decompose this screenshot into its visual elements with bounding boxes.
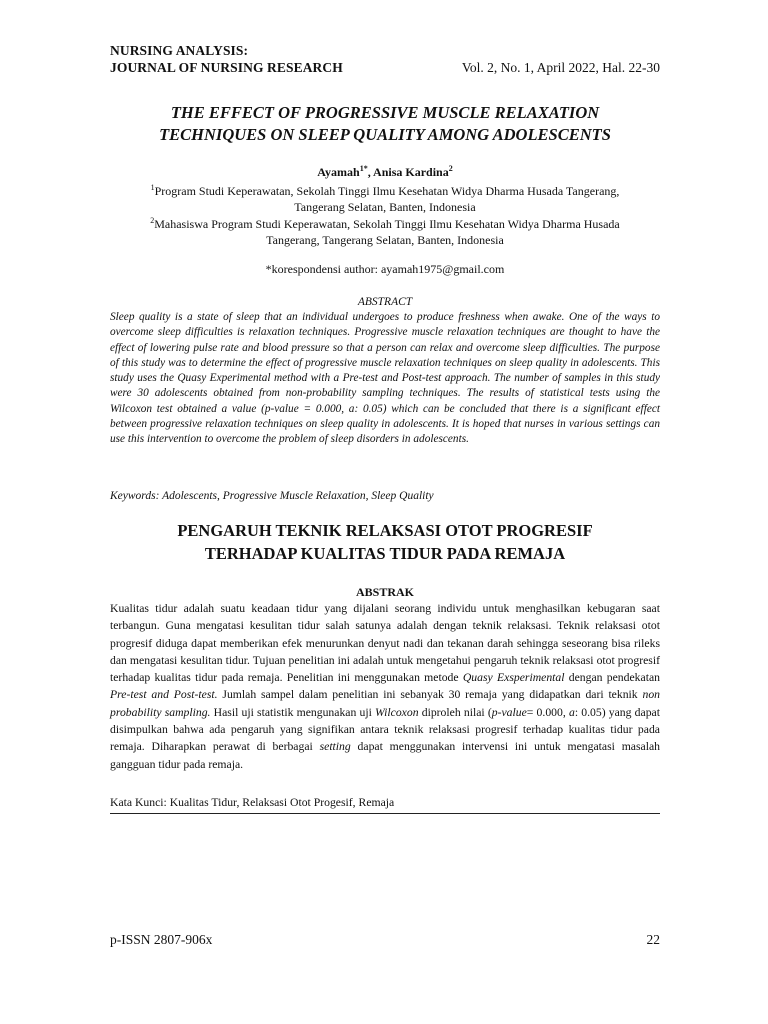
abstract-id-text: [110, 600, 660, 773]
article-title-en: [110, 102, 660, 146]
affiliation-1: [110, 180, 660, 215]
abstract-id-part: diproleh nilai (: [418, 705, 492, 719]
abstract-id-part: dengan pendekatan: [564, 671, 660, 685]
abstract-id-part: = 0.000,: [526, 705, 569, 719]
journal-name-line2: JOURNAL OF NURSING RESEARCH: [110, 60, 343, 75]
abstract-id-part: Jumlah sampel dalam penelitian ini sebanyak 30 remaja yang didapatkan dari teknik: [217, 688, 643, 702]
keywords-id: Kata Kunci: Kualitas Tidur, Relaksasi Otot Progesif, Remaja: [110, 796, 395, 809]
title-id-line2: TERHADAP KUALITAS TIDUR PADA REMAJA: [204, 544, 566, 563]
affiliation-1-sup: 1: [150, 183, 155, 192]
abstract-id-part: Kualitas tidur adalah suatu keadaan tidur yang dijalani seorang individu untuk menghasilkan kebugaran saat terbangun. Guna mengatasi kesulitan tidur salah satunya adalah dengan teknik relaksasi. Teknik relaksasi otot progresif diduga dapat memberikan efek menurunkan denyut nadi dan tekanan darah sehingga seseorang bisa rileks dan mengatasi kesulitan tidur. Tujuan penelitian ini adalah untuk mengetahui pengaruh teknik relaksasi otot progresif terhadap kualitas tidur pada remaja. Penelitian ini menggunakan metode: [110, 602, 660, 685]
author-1: Ayamah: [317, 165, 360, 179]
abstract-id-part: : 0.05) yang dapat disimpulkan bahwa ada pengaruh yang signifikan antara teknik relaksasi progresif terhadap kualitas tidur pada remaja. Diharapkan perawat di berbagai: [110, 705, 660, 754]
affiliation-2: [110, 213, 660, 248]
correspondence-line: *korespondensi author: ayamah1975@gmail.com: [265, 262, 505, 276]
affiliation-2-line2: Tangerang, Tangerang Selatan, Banten, Indonesia: [266, 233, 504, 247]
author-2: Anisa Kardina: [373, 165, 449, 179]
abstract-en-heading: ABSTRACT: [357, 296, 413, 308]
abstract-id-part: Hasil uji statistik mengunakan uji: [210, 705, 376, 719]
affiliation-2-sup: 2: [150, 216, 155, 225]
page-footer: [110, 932, 660, 948]
abstract-id-italic: Pre-test and Post-test.: [110, 688, 218, 702]
author-2-sup: 2: [448, 164, 453, 173]
issn: p-ISSN 2807-906x: [110, 932, 213, 947]
author-1-sup: 1*: [359, 164, 368, 173]
author-separator: ,: [367, 165, 374, 179]
title-en-line1: THE EFFECT OF PROGRESSIVE MUSCLE RELAXATION: [170, 103, 600, 122]
page-number: 22: [646, 932, 660, 947]
abstract-id-italic: Wilcoxon: [375, 705, 419, 719]
abstract-id-heading: ABSTRAK: [355, 585, 414, 599]
title-id-line1: PENGARUH TEKNIK RELAKSASI OTOT PROGRESIF: [177, 521, 593, 540]
abstract-en-text: Sleep quality is a state of sleep that an individual undergoes to produce freshness when awake. One of the ways to overcome sleep difficulties is relaxation techniques. Progressive muscle relaxation techniques are thought to have the effect of lowering pulse rate and blood pressure so that a person can relax and overcome sleep difficulties. The purpose of this study was to determine the effect of progressive muscle relaxation techniques on sleep quality in adolescents. This study uses the Quasy Experimental method with a Pre-test and Post-test approach. The number of samples in this study were 30 adolescents obtained from non-probability sampling techniques. The results of statistical tests using the Wilcoxon test obtained a value (p-value = 0.000, a: 0.05) which can be concluded that there is a significant effect between progressive relaxation techniques on sleep quality in adolescents. It is hoped that nurses in various settings can use this intervention to overcome the problem of sleep disorders in adolescents.: [110, 311, 660, 446]
abstract-id-italic: Quasy Exsperimental: [462, 671, 565, 685]
authors-line: [110, 164, 660, 180]
volume-info: Vol. 2, No. 1, April 2022, Hal. 22-30: [461, 60, 660, 75]
keywords-en-label: Keywords: [110, 490, 156, 502]
abstract-id-part: dapat menggunakan intervensi ini untuk mengatasi masalah gangguan tidur pada remaja.: [110, 740, 660, 771]
divider-rule: [110, 813, 660, 814]
affiliation-1-line2: Tangerang Selatan, Banten, Indonesia: [294, 200, 476, 214]
abstract-id-italic: non probability sampling.: [110, 688, 661, 719]
journal-name-line1: NURSING ANALYSIS:: [110, 43, 249, 58]
keywords-en-text: : Adolescents, Progressive Muscle Relaxation, Sleep Quality: [155, 490, 434, 502]
title-en-line2: TECHNIQUES ON SLEEP QUALITY AMONG ADOLESCENTS: [159, 125, 611, 144]
abstract-id-italic: a: [568, 705, 575, 719]
affiliation-2-line1: Mahasiswa Program Studi Keperawatan, Sekolah Tinggi Ilmu Kesehatan Widya Dharma Husada: [154, 217, 620, 231]
article-title-id: [110, 519, 660, 565]
journal-header: [110, 42, 660, 76]
abstract-id-italic: setting: [319, 740, 351, 754]
keywords-en: [110, 490, 660, 502]
affiliation-1-line1: Program Studi Keperawatan, Sekolah Tinggi Ilmu Kesehatan Widya Dharma Husada Tangerang,: [154, 184, 620, 198]
abstract-id-italic: p-value: [491, 705, 527, 719]
